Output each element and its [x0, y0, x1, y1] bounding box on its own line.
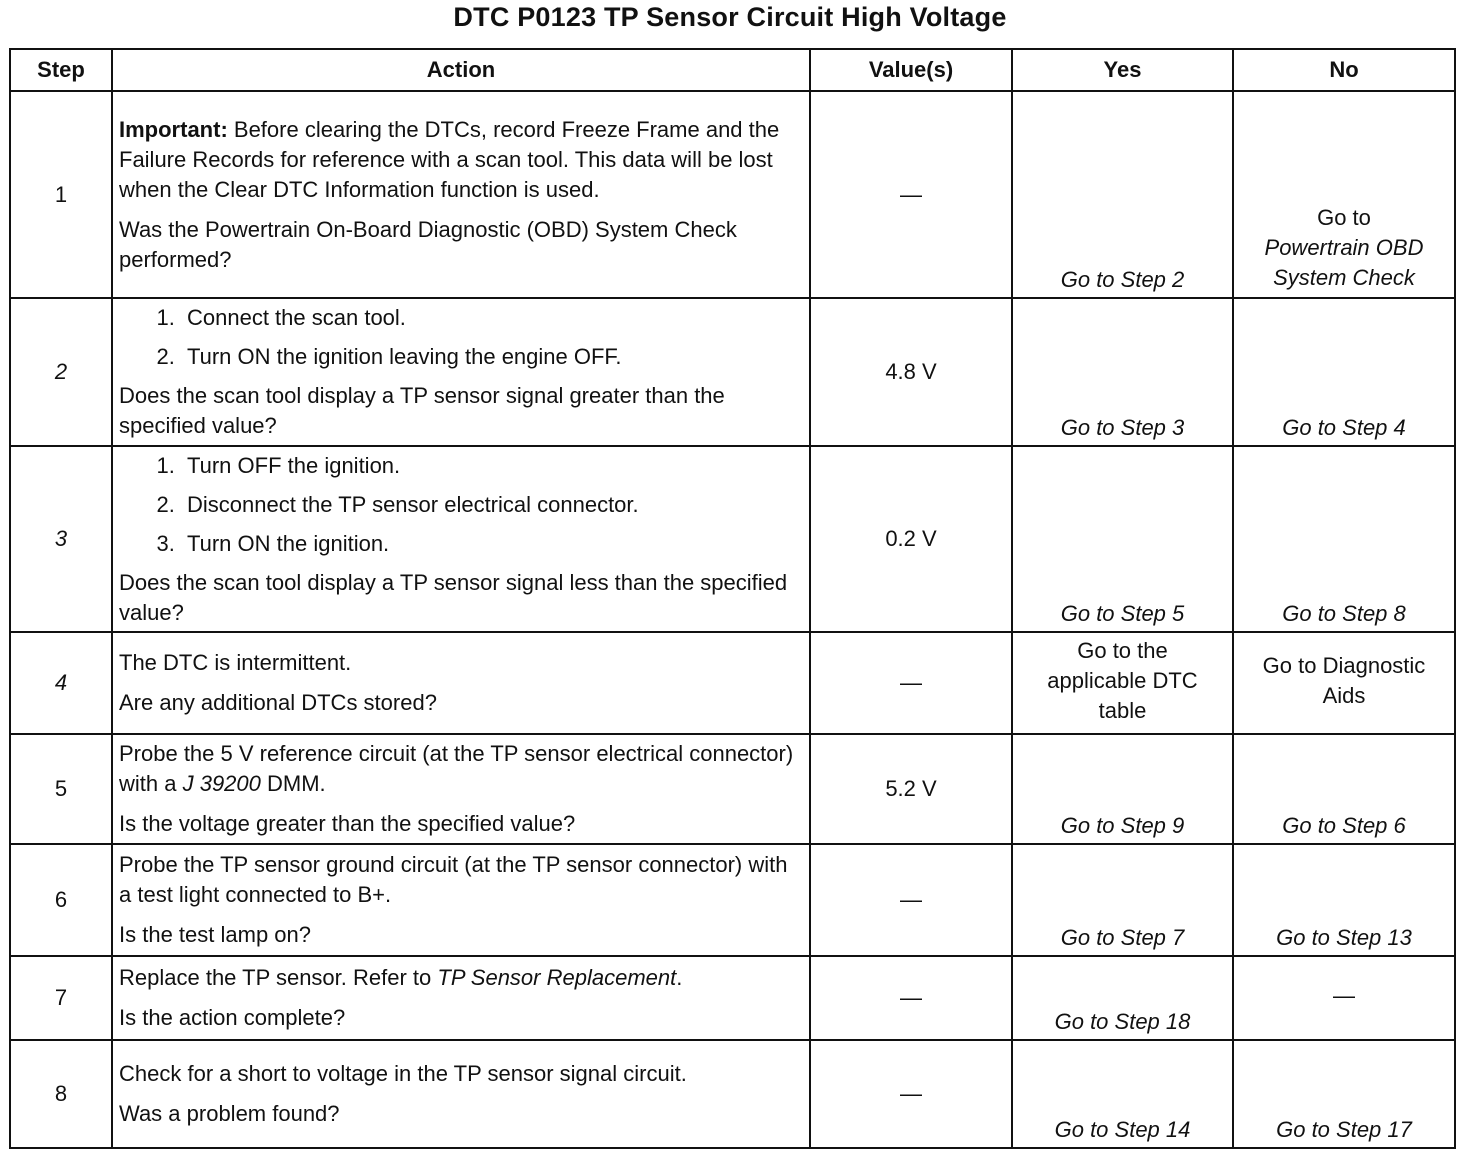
diagnostic-table: [9, 48, 1456, 1149]
step-question: Was the Powertrain On-Board Diagnostic (OBD) System Check performed?: [119, 216, 737, 272]
action-list: [119, 451, 803, 559]
yes-cell: Go to Step 18: [1012, 956, 1233, 1040]
step-text-b: .: [676, 965, 683, 990]
important-label: Important:: [119, 116, 228, 142]
table-row: [10, 844, 1455, 956]
action-cell: [112, 1040, 810, 1148]
step-question: Was a problem found?: [119, 1101, 340, 1126]
header-no: No: [1233, 49, 1455, 91]
no-cell: Go to Step 13: [1233, 844, 1455, 956]
value-cell: 5.2 V: [810, 734, 1012, 844]
step-question: Is the voltage greater than the specified value?: [119, 811, 576, 836]
step-text-a: Probe the 5 V reference circuit (at the TP sensor electrical connector) with a: [119, 741, 794, 796]
step-number: 5: [10, 734, 112, 844]
action-item: 2. Disconnect the TP sensor electrical connector.: [181, 490, 803, 520]
action-cell: [112, 956, 810, 1040]
step-text: [119, 739, 803, 799]
value-cell: 4.8 V: [810, 298, 1012, 446]
step-number: 8: [10, 1040, 112, 1148]
page-title: DTC P0123 TP Sensor Circuit High Voltage: [453, 2, 1007, 32]
no-cell: Go to Diagnostic Aids: [1233, 632, 1455, 734]
no-cell: Go to Step 4: [1233, 298, 1455, 446]
step-question: Are any additional DTCs stored?: [119, 690, 437, 715]
value-cell: —: [810, 632, 1012, 734]
table-row: [10, 446, 1455, 632]
yes-cell: Go to Step 14: [1012, 1040, 1233, 1148]
value-cell: —: [810, 956, 1012, 1040]
step-number: 7: [10, 956, 112, 1040]
step-question: Does the scan tool display a TP sensor signal less than the specified value?: [119, 569, 788, 625]
value-cell: 0.2 V: [810, 446, 1012, 632]
table-row: [10, 632, 1455, 734]
step-question: Is the test lamp on?: [119, 922, 311, 947]
important-text: Before clearing the DTCs, record Freeze Frame and the Failure Records for reference with a scan tool. This data will be lost when the Clear DTC Information function is used.: [119, 116, 780, 202]
step-question: Is the action complete?: [119, 1005, 346, 1030]
action-item: 3. Turn ON the ignition.: [181, 529, 803, 559]
step-text: Probe the TP sensor ground circuit (at the TP sensor connector) with a test light connected to B+.: [119, 852, 788, 907]
yes-cell: Go to Step 9: [1012, 734, 1233, 844]
action-list: [119, 303, 803, 372]
action-cell: [112, 844, 810, 956]
action-cell: [112, 446, 810, 632]
step-number: 2: [10, 298, 112, 446]
no-cell: —: [1233, 956, 1455, 1040]
value-cell: —: [810, 1040, 1012, 1148]
yes-cell: Go to Step 2: [1012, 91, 1233, 298]
step-text-b: DMM.: [260, 771, 326, 796]
step-text: [119, 963, 803, 993]
action-cell: [112, 734, 810, 844]
action-cell: [112, 298, 810, 446]
table-row: [10, 734, 1455, 844]
yes-cell: Go to Step 7: [1012, 844, 1233, 956]
yes-cell: Go to Step 5: [1012, 446, 1233, 632]
no-link: Powertrain OBD System Check: [1264, 235, 1424, 290]
header-step: Step: [10, 49, 112, 91]
step-number: 1: [10, 91, 112, 298]
no-cell: Go to Step 6: [1233, 734, 1455, 844]
tool-reference: J 39200: [182, 771, 261, 796]
header-action: Action: [112, 49, 810, 91]
step-text: Check for a short to voltage in the TP sensor signal circuit.: [119, 1061, 687, 1086]
table-row: [10, 298, 1455, 446]
no-cell: Go to Step 8: [1233, 446, 1455, 632]
value-cell: —: [810, 91, 1012, 298]
yes-cell: Go to the applicable DTC table: [1012, 632, 1233, 734]
action-item: 1. Connect the scan tool.: [181, 303, 803, 333]
action-item: 1. Turn OFF the ignition.: [181, 451, 803, 481]
action-cell: [112, 91, 810, 298]
step-number: 6: [10, 844, 112, 956]
table-row: [10, 1040, 1455, 1148]
table-row: [10, 91, 1455, 298]
step-question: Does the scan tool display a TP sensor signal greater than the specified value?: [119, 383, 725, 438]
step-number: 4: [10, 632, 112, 734]
table-row: [10, 956, 1455, 1040]
action-item: 2. Turn ON the ignition leaving the engine OFF.: [181, 342, 803, 372]
step-text-a: Replace the TP sensor. Refer to: [119, 965, 438, 990]
header-yes: Yes: [1012, 49, 1233, 91]
no-prefix: Go to: [1317, 205, 1371, 230]
step-text: The DTC is intermittent.: [119, 650, 352, 675]
header-values: Value(s): [810, 49, 1012, 91]
action-cell: [112, 632, 810, 734]
value-cell: —: [810, 844, 1012, 956]
no-cell: [1233, 91, 1455, 298]
step-number: 3: [10, 446, 112, 632]
header-row: [10, 49, 1455, 91]
no-cell: Go to Step 17: [1233, 1040, 1455, 1148]
procedure-reference: TP Sensor Replacement: [437, 965, 677, 990]
yes-cell: Go to Step 3: [1012, 298, 1233, 446]
